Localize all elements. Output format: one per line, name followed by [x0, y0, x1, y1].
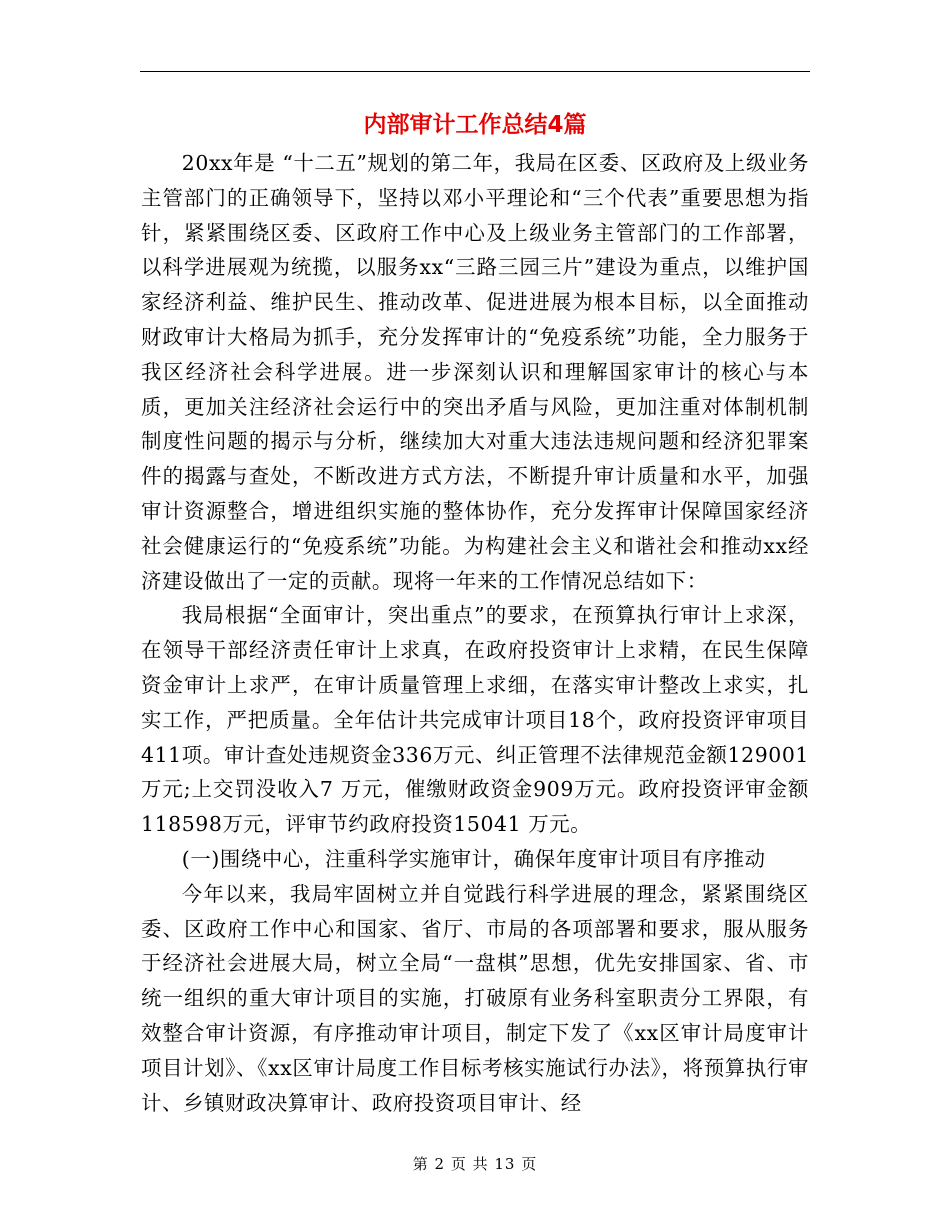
paragraph-section-1: 今年以来，我局牢固树立并自觉践行科学进展的理念，紧紧围绕区委、区政府工作中心和国家、省厅、市局的各项部署和要求，服从服务于经济社会进展大局，树立全局“一盘棋”思想，优先安排国家、省、市统一组织的重大审计项目的实施，打破原有业务科室职责分工界限，有效整合审计资源，有序推动审计项目，制定下发了《xx区审计局度审计项目计划》、《xx区审计局度工作目标考核实施试行办法》，将预算执行审计、乡镇财政决算审计、政府投资项目审计、经 — [141, 881, 809, 1115]
document-body — [141, 146, 809, 1120]
page-number: 第 2 页 共 13 页 — [412, 1155, 538, 1173]
section-heading-1: (一)围绕中心，注重科学实施审计，确保年度审计项目有序推动 — [181, 846, 766, 871]
paragraph-summary: 我局根据“全面审计，突出重点”的要求，在预算执行审计上求深，在领导干部经济责任审计上求真，在政府投资审计上求精，在民生保障资金审计上求严，在审计质量管理上求细，在落实审计整改上求实，扎实工作，严把质量。全年估计共完成审计项目18个，政府投资评审项目411项。审计查处违规资金336万元、纠正管理不法律规范金额129001万元;上交罚没收入7 万元，催缴财政资金909万元。政府投资评审金额 118598万元，评审节约政府投资15041 万元。 — [141, 603, 809, 837]
document-title: 内部审计工作总结4篇 — [363, 112, 587, 138]
paragraph-intro: 20xx年是 “十二五”规划的第二年，我局在区委、区政府及上级业务主管部门的正确领导下，坚持以邓小平理论和“三个代表”重要思想为指针，紧紧围绕区委、区政府工作中心及上级业务主管部门的工作部署，以科学进展观为统揽，以服务xx“三路三园三片”建设为重点，以维护国家经济利益、维护民生、推动改革、促进进展为根本目标，以全面推动财政审计大格局为抓手，充分发挥审计的“免疫系统”功能，全力服务于我区经济社会科学进展。进一步深刻认识和理解国家审计的核心与本质，更加关注经济社会运行中的突出矛盾与风险，更加注重对体制机制制度性问题的揭示与分析，继续加大对重大违法违规问题和经济犯罪案件的揭露与查处，不断改进方式方法，不断提升审计质量和水平，加强审计资源整合，增进组织实施的整体协作，充分发挥审计保障国家经济社会健康运行的“免疫系统”功能。为构建社会主义和谐社会和推动xx经济建设做出了一定的贡献。现将一年来的工作情况总结如下： — [141, 151, 809, 593]
header-rule — [140, 71, 810, 72]
